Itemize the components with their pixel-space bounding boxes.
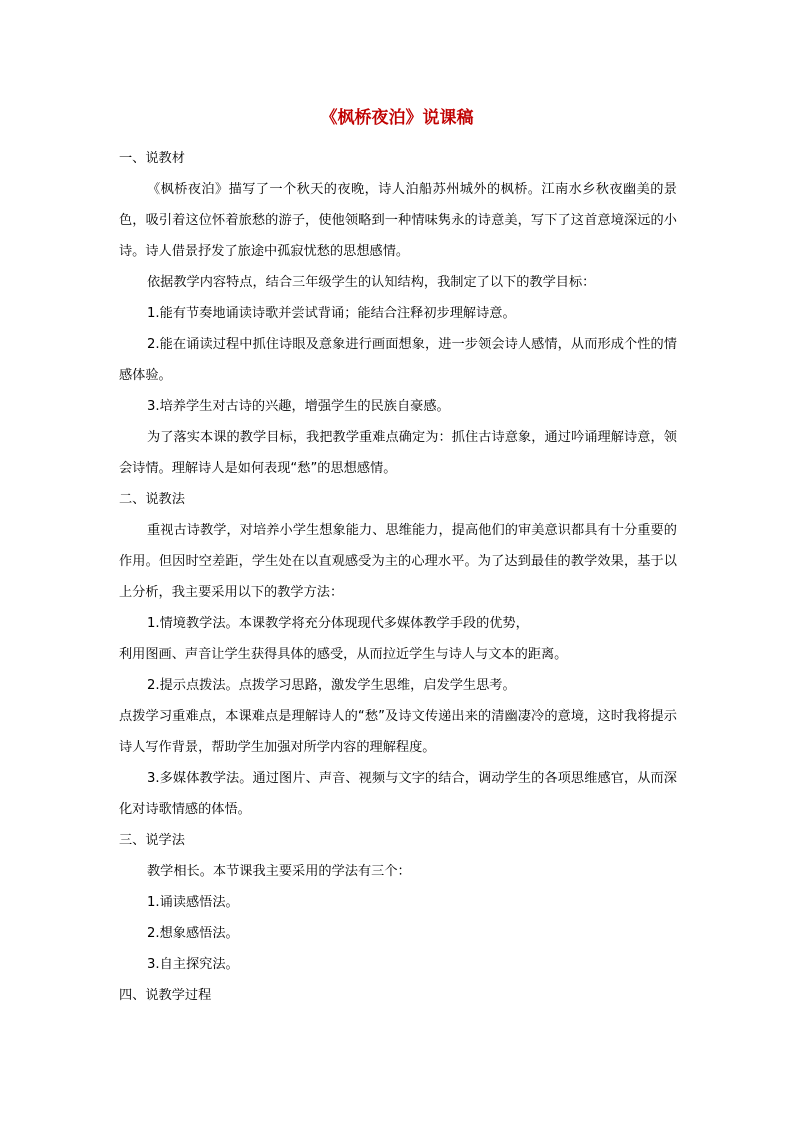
list-item: 2.想象感悟法。: [147, 926, 239, 941]
section-heading: 二、说教法: [119, 492, 185, 507]
paragraph: 点拨学习重难点，本课难点是理解诗人的“愁”及诗文传递出来的清幽凄冷的意境，这时我将提示诗人写作背景，帮助学生加强对所学内容的理解程度。: [119, 709, 677, 755]
list-item: 3.自主探究法。: [147, 957, 239, 972]
paragraph: 依据教学内容特点，结合三年级学生的认知结构，我制定了以下的教学目标：: [147, 275, 596, 290]
list-item: 2.能在诵读过程中抓住诗眼及意象进行画面想象，进一步领会诗人感情，从而形成个性的情感体验。: [119, 337, 677, 383]
list-item: 1.情境教学法。本课教学将充分体现现代多媒体教学手段的优势，: [147, 616, 529, 631]
paragraph: 教学相长。本节课我主要采用的学法有三个：: [147, 864, 411, 879]
section-heading: 三、说学法: [119, 833, 185, 848]
paragraph: 为了落实本课的教学目标，我把教学重难点确定为：抓住古诗意象，通过吟诵理解诗意，领会诗情。理解诗人是如何表现“愁”的思想感情。: [119, 430, 677, 476]
list-item: 3.多媒体教学法。通过图片、声音、视频与文字的结合，调动学生的各项思维感官，从而深化对诗歌情感的体悟。: [119, 771, 677, 817]
section-heading: 四、说教学过程: [119, 988, 212, 1003]
list-item: 1.能有节奏地诵读诗歌并尝试背诵；能结合注释初步理解诗意。: [147, 306, 516, 321]
section-heading: 一、说教材: [119, 151, 185, 166]
list-item: 2.提示点拨法。点拨学习思路，激发学生思维，启发学生思考。: [147, 678, 516, 693]
document-title: 《枫桥夜泊》说课稿: [320, 108, 474, 128]
list-item: 3.培养学生对古诗的兴趣，增强学生的民族自豪感。: [147, 399, 450, 414]
list-item: 1.诵读感悟法。: [147, 895, 239, 910]
document-body: [119, 143, 677, 1011]
paragraph: 利用图画、声音让学生获得具体的感受，从而拉近学生与诗人与文本的距离。: [119, 647, 568, 662]
paragraph: 《枫桥夜泊》描写了一个秋天的夜晚，诗人泊船苏州城外的枫桥。江南水乡秋夜幽美的景色，吸引着这位怀着旅愁的游子，使他领略到一种情味隽永的诗意美，写下了这首意境深远的小诗。诗人借景抒发了旅途中孤寂忧愁的思想感情。: [119, 182, 677, 259]
paragraph: 重视古诗教学，对培养小学生想象能力、思维能力，提高他们的审美意识都具有十分重要的作用。但因时空差距，学生处在以直观感受为主的心理水平。为了达到最佳的教学效果，基于以上分析，我主要采用以下的教学方法：: [119, 523, 677, 600]
